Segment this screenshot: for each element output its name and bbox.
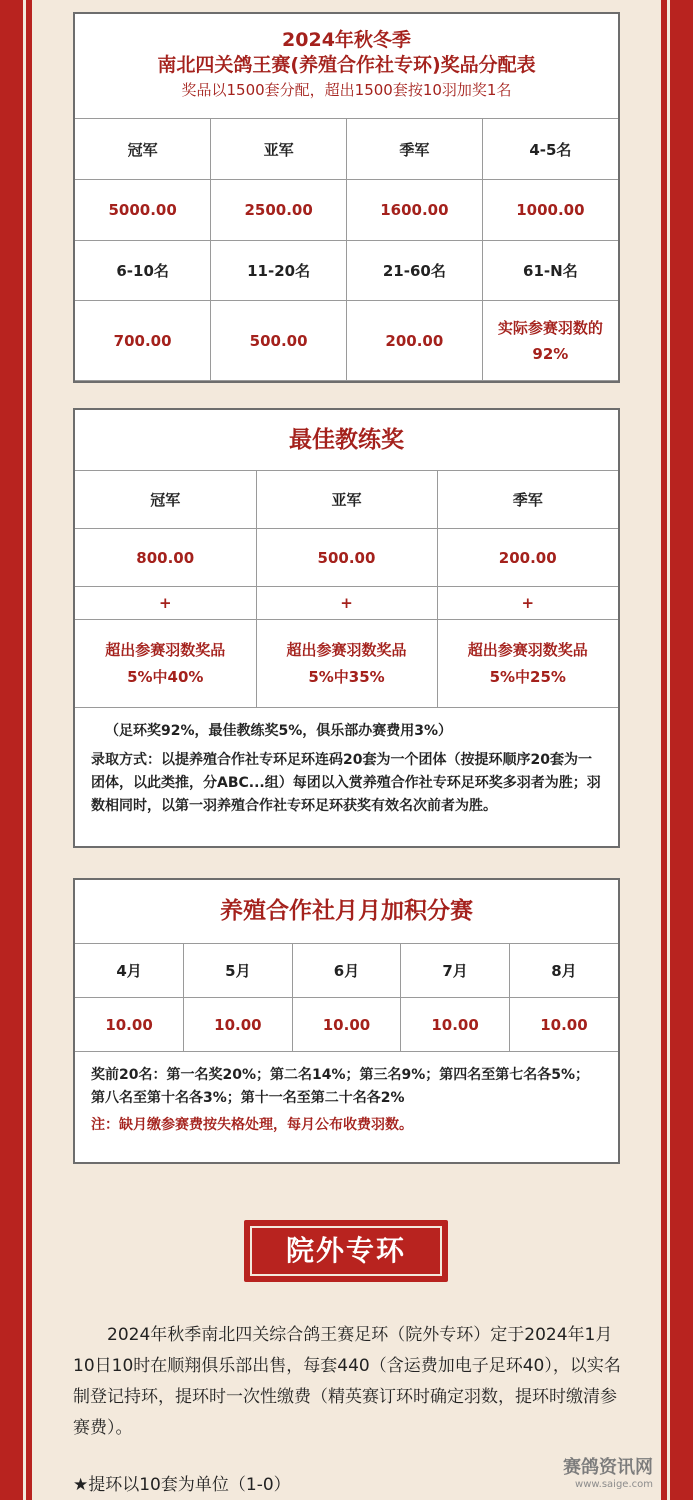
table-cell	[75, 620, 256, 708]
percent-label: 实际参赛羽数的	[497, 318, 603, 337]
prize-table-subtitle: 奖品以1500套分配，超出1500套按10羽加奖1名	[181, 81, 512, 99]
watermark-logo	[563, 1453, 653, 1490]
prize-table-title-line2: 南北四关鸽王赛(养殖合作社专环)奖品分配表	[157, 54, 536, 76]
watermark-name: 赛鸽资讯网	[563, 1457, 653, 1478]
table-cell: 200.00	[347, 301, 483, 381]
table-cell: 500.00	[256, 529, 437, 587]
bonus-pct: 5%中35%	[308, 667, 385, 686]
section-banner-label: 院外专环	[285, 1234, 406, 1267]
table-cell: 10.00	[401, 998, 510, 1052]
table-cell: +	[437, 587, 618, 620]
table-cell: +	[256, 587, 437, 620]
table-cell: 1600.00	[347, 180, 483, 241]
prize-table-title-line1: 2024年秋冬季	[282, 29, 411, 51]
coach-note-distribution: （足环奖92%，最佳教练奖5%，俱乐部办赛费用3%）	[105, 723, 453, 739]
table-cell: 5月	[184, 944, 293, 998]
table-cell: 1000.00	[482, 180, 618, 241]
table-cell: 4月	[75, 944, 184, 998]
bonus-pct: 5%中40%	[127, 667, 204, 686]
section-body-text: 2024年秋季南北四关综合鸽王赛足环（院外专环）定于2024年1月10日10时在顺翔俱乐部出售，每套440（含运费加电子足环40），以实名制登记持环，提环时一次性缴费（精英赛订环时确定羽数，提环时缴清参赛费）。	[73, 1325, 621, 1438]
monthly-note-prizes: 奖前20名：第一名奖20%；第二名14%；第三名9%；第四名至第七名各5%；第八名至第十名各3%；第十一名至第二十名各2%	[91, 1067, 590, 1106]
monthly-points-card	[73, 878, 620, 1164]
table-cell: 4-5名	[482, 119, 618, 180]
table-cell: 21-60名	[347, 241, 483, 301]
right-red-border	[661, 0, 693, 1500]
table-cell: 8月	[509, 944, 618, 998]
table-cell: 800.00	[75, 529, 256, 587]
table-cell	[256, 620, 437, 708]
table-cell: 10.00	[75, 998, 184, 1052]
coach-award-card	[73, 408, 620, 848]
table-cell: 200.00	[437, 529, 618, 587]
table-cell: +	[75, 587, 256, 620]
table-cell: 亚军	[211, 119, 347, 180]
monthly-title: 养殖合作社月月加积分赛	[220, 898, 473, 924]
table-cell: 季军	[347, 119, 483, 180]
table-cell: 61-N名	[482, 241, 618, 301]
table-cell: 11-20名	[211, 241, 347, 301]
bonus-label: 超出参赛羽数奖品	[286, 640, 407, 659]
watermark-url: www.saige.com	[575, 1479, 653, 1490]
monthly-grid	[75, 943, 618, 1052]
prize-grid	[75, 118, 618, 381]
prize-table-card	[73, 12, 620, 383]
table-cell: 6-10名	[75, 241, 211, 301]
table-cell: 7月	[401, 944, 510, 998]
coach-award-title: 最佳教练奖	[289, 427, 404, 453]
bonus-label: 超出参赛羽数奖品	[105, 640, 226, 659]
table-cell: 500.00	[211, 301, 347, 381]
percent-value: 92%	[532, 344, 569, 363]
table-cell: 季军	[437, 471, 618, 529]
coach-award-grid	[75, 470, 618, 708]
table-cell: 2500.00	[211, 180, 347, 241]
table-cell: 5000.00	[75, 180, 211, 241]
coach-note-rules: 录取方式：以提养殖合作社专环足环连码20套为一个团体（按提环顺序20套为一团体，以此类推，分ABC...组）每团以入赏养殖合作社专环足环奖多羽者为胜；羽数相同时，以第一羽养殖合作社专环足环获奖有效名次前者为胜。	[91, 752, 601, 814]
table-cell: 10.00	[509, 998, 618, 1052]
section-banner	[244, 1220, 448, 1282]
monthly-note-warning: 注：缺月缴参赛费按失格处理，每月公布收费羽数。	[91, 1117, 413, 1133]
table-cell: 冠军	[75, 119, 211, 180]
table-cell: 冠军	[75, 471, 256, 529]
table-cell: 10.00	[184, 998, 293, 1052]
left-red-border	[0, 0, 32, 1500]
star-note: ★提环以10套为单位（1-0）	[73, 1475, 291, 1495]
table-cell: 700.00	[75, 301, 211, 381]
table-cell	[437, 620, 618, 708]
table-cell: 10.00	[292, 998, 401, 1052]
table-cell-percent	[482, 301, 618, 381]
table-cell: 亚军	[256, 471, 437, 529]
bonus-label: 超出参赛羽数奖品	[467, 640, 588, 659]
table-cell: 6月	[292, 944, 401, 998]
bonus-pct: 5%中25%	[489, 667, 566, 686]
